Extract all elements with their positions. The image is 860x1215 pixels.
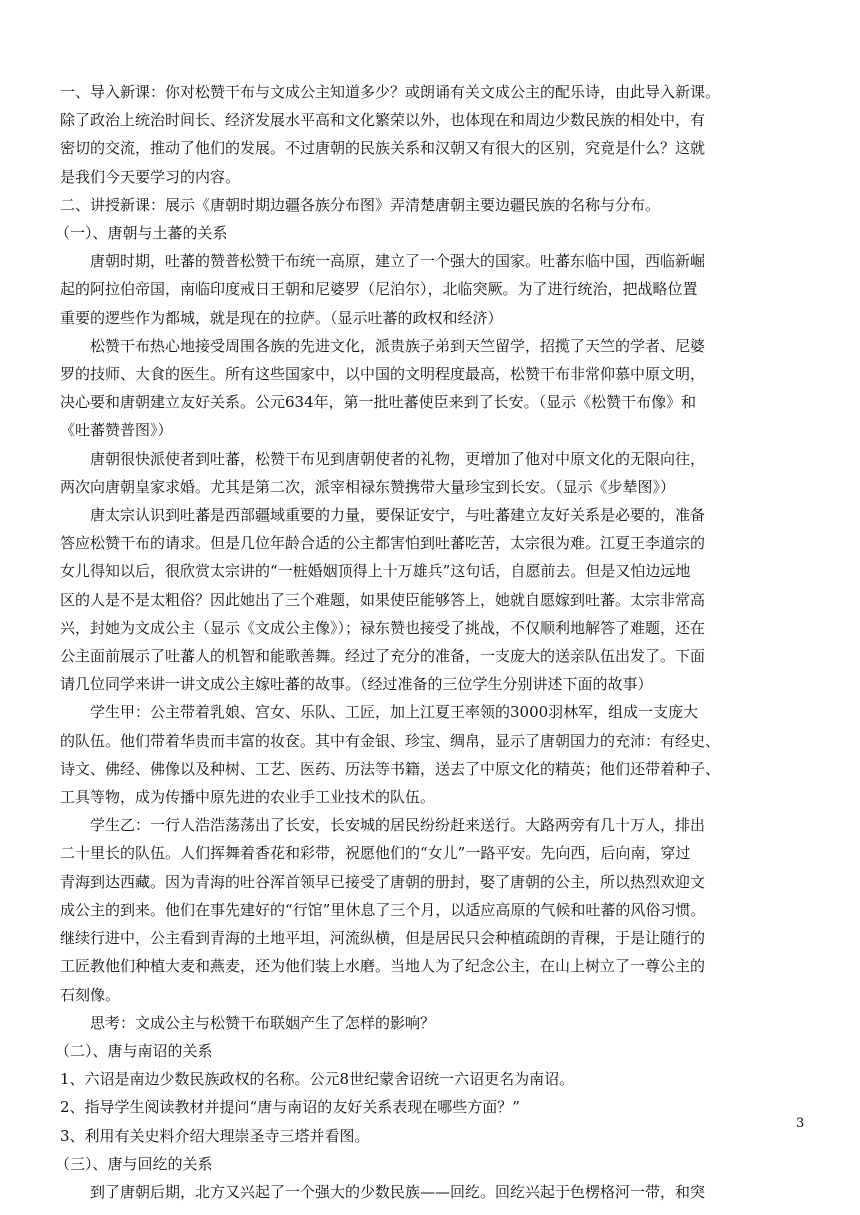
text-line: 重要的逻些作为都城，就是现在的拉萨。（显示吐蕃的政权和经济） (60, 308, 503, 327)
text-line: 请几位同学来讲一讲文成公主嫁吐蕃的故事。（经过准备的三位学生分别讲述下面的故事） (60, 675, 653, 694)
text-line: 两次向唐朝皇家求婚。尤其是第二次，派宰相禄东赞携带大量珍宝到长安。（显示《步辇图》） (60, 477, 676, 496)
text-line: 学生乙：一行人浩浩荡荡出了长安，长安城的居民纷纷赶来送行。大路两旁有几十万人，排出 (90, 816, 706, 835)
text-line: 唐朝很快派使者到吐蕃，松赞干布见到唐朝使者的礼物，更增加了他对中原文化的无限向往， (90, 449, 706, 468)
text-line: 唐朝时期，吐蕃的赞普松赞干布统一高原，建立了一个强大的国家。吐蕃东临中国，西临新崛 (90, 252, 706, 271)
text-line: 到了唐朝后期，北方又兴起了一个强大的少数民族——回纥。回纥兴起于色楞格河一带，和突 (90, 1182, 706, 1201)
text-line: 起的阿拉伯帝国，南临印度戒日王朝和尼婆罗（尼泊尔），北临突厥。为了进行统治，把战略位置 (60, 280, 698, 299)
text-line: 区的人是不是太粗俗？因此她出了三个难题，如果使臣能够答上，她就自愿嫁到吐蕃。太宗非常高 (60, 590, 706, 609)
text-line: 唐太宗认识到吐蕃是西部疆域重要的力量，要保证安宁，与吐蕃建立友好关系是必要的，准备 (90, 506, 706, 525)
text-line: 青海到达西藏。因为青海的吐谷浑首领早已接受了唐朝的册封，娶了唐朝的公主，所以热烈欢迎文 (60, 872, 706, 891)
text-line: 决心要和唐朝建立友好关系。公元634年，第一批吐蕃使臣来到了长安。（显示《松赞干布像》和 (60, 393, 697, 412)
text-line: 兴，封她为文成公主（显示《文成公主像》）；禄东赞也接受了挑战，不仅顺利地解答了难题，还在 (60, 618, 706, 637)
subsection-heading: （一）、唐朝与土蕃的关系 (55, 224, 228, 243)
page-number: 3 (796, 1116, 805, 1131)
text-line: 学生甲：公主带着乳娘、宫女、乐队、工匠，加上江夏王率领的3000羽林军，组成一支庞大 (90, 703, 699, 722)
text-line: 密切的交流，推动了他们的发展。不过唐朝的民族关系和汉朝又有很大的区别，究竟是什么？这就 (60, 139, 706, 158)
text-line: 诗文、佛经、佛像以及种树、工艺、医药、历法等书籍，送去了中原文化的精英；他们还带着种子、 (60, 759, 721, 778)
text-line: 女儿得知以后，很欣赏太宗讲的“一桩婚姻顶得上十万雄兵”这句话，自愿前去。但是又怕边远地 (60, 562, 691, 581)
list-item: 3、利用有关史料介绍大理崇圣寺三塔并看图。 (60, 1126, 370, 1145)
text-line: 答应松赞干布的请求。但是几位年龄合适的公主都害怕到吐蕃吃苦，太宗很为难。江夏王李道宗的 (60, 534, 706, 553)
section-heading: 二、讲授新课：展示《唐朝时期边疆各族分布图》弄清楚唐朝主要边疆民族的名称与分布。 (60, 195, 661, 214)
list-item: 2、指导学生阅读教材并提问“唐与南诏的友好关系表现在哪些方面？” (60, 1098, 520, 1117)
text-line: 二十里长的队伍。人们挥舞着香花和彩带，祝愿他们的“女儿”一路平安。先向西，后向南，穿过 (60, 844, 691, 863)
text-line: 的队伍。他们带着华贵而丰富的妆奁。其中有金银、珍宝、绸帛，显示了唐朝国力的充沛：有经史、 (60, 731, 721, 750)
text-line: 思考：文成公主与松赞干布联姻产生了怎样的影响？ (90, 1013, 436, 1032)
subsection-heading: （二）、唐与南诏的关系 (55, 1041, 213, 1060)
text-line: 《吐蕃赞普图》） (60, 421, 173, 440)
text-line: 继续行进中，公主看到青海的土地平坦，河流纵横，但是居民只会种植疏朗的青稞，于是让随行的 (60, 929, 706, 948)
subsection-heading: （三）、唐与回纥的关系 (55, 1154, 213, 1173)
text-line: 一、导入新课：你对松赞干布与文成公主知道多少？或朗诵有关文成公主的配乐诗，由此导入新课。 (60, 83, 721, 101)
text-line: 石刻像。 (60, 985, 121, 1004)
list-item: 1、六诏是南边少数民族政权的名称。公元8世纪蒙舍诏统一六诏更名为南诏。 (60, 1070, 575, 1089)
text-line: 除了政治上统治时间长、经济发展水平高和文化繁荣以外，也体现在和周边少数民族的相处中，有 (60, 111, 706, 130)
text-line: 工具等物，成为传播中原先进的农业手工业技术的队伍。 (60, 788, 436, 807)
text-line: 公主面前展示了吐蕃人的机智和能歌善舞。经过了充分的准备，一支庞大的送亲队伍出发了。下面 (60, 647, 706, 666)
text-line: 松赞干布热心地接受周围各族的先进文化，派贵族子弟到天竺留学，招揽了天竺的学者、尼婆 (90, 336, 706, 355)
text-line: 罗的技师、大食的医生。所有这些国家中，以中国的文明程度最高，松赞干布非常仰慕中原文明， (60, 365, 706, 384)
document-body (55, 78, 820, 1206)
text-line: 工匠教他们种植大麦和燕麦，还为他们装上水磨。当地人为了纪念公主，在山上树立了一尊公主的 (60, 957, 706, 976)
text-line: 是我们今天要学习的内容。 (60, 167, 241, 186)
text-line: 成公主的到来。他们在事先建好的“行馆”里休息了三个月，以适应高原的气候和吐蕃的风俗习惯。 (60, 900, 706, 919)
